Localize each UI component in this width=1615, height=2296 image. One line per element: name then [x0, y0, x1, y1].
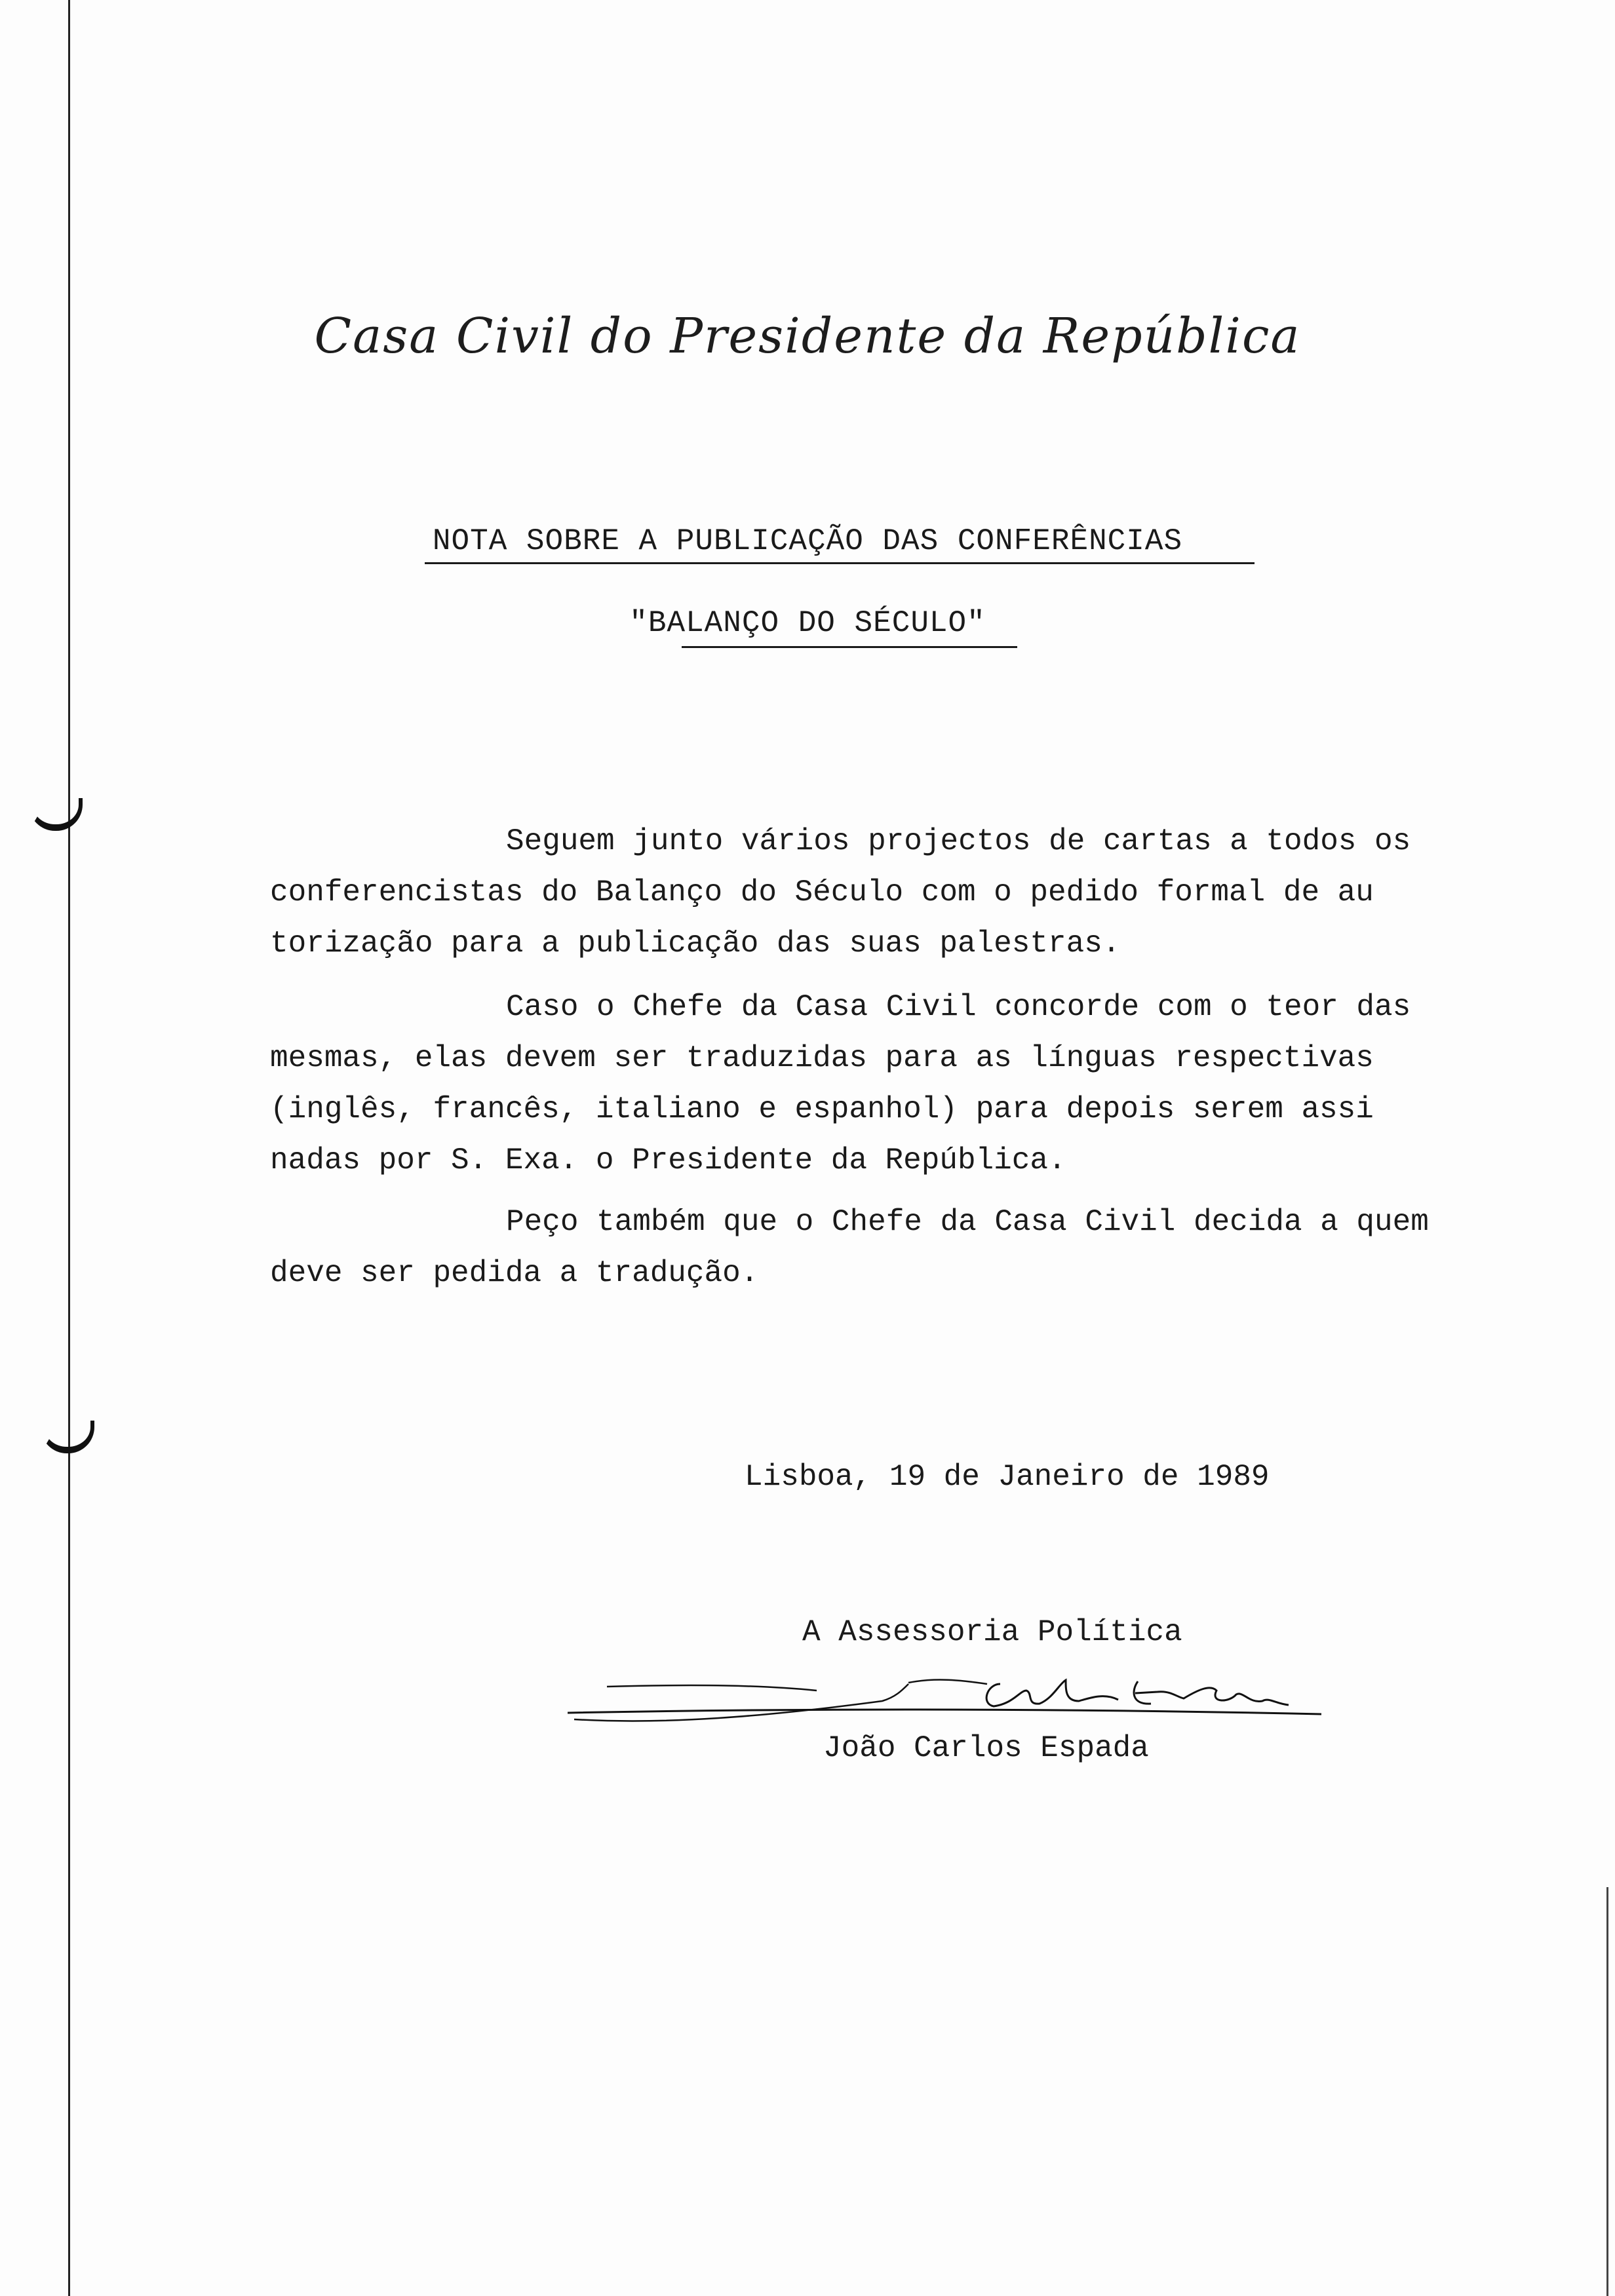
title-underline	[682, 646, 1017, 648]
date-line: Lisboa, 19 de Janeiro de 1989	[745, 1460, 1270, 1494]
body-line: deve ser pedida a tradução.	[270, 1256, 759, 1290]
document-title-line-1: NOTA SOBRE A PUBLICAÇÃO DAS CONFERÊNCIAS	[432, 524, 1183, 558]
body-line: mesmas, elas devem ser traduzidas para as línguas respectivas	[270, 1041, 1374, 1075]
body-line: Seguem junto vários projectos de cartas a todos os	[506, 824, 1411, 858]
body-line: Peço também que o Chefe da Casa Civil decida a quem	[506, 1205, 1429, 1239]
body-line: Caso o Chefe da Casa Civil concorde com o teor das	[506, 990, 1411, 1024]
body-line: nadas por S. Exa. o Presidente da República.	[270, 1143, 1066, 1177]
letterhead: Casa Civil do Presidente da República	[314, 308, 1301, 364]
body-paragraph-3	[270, 1196, 1528, 1299]
body-line: torização para a publicação das suas palestras.	[270, 927, 1121, 961]
title-underline	[425, 562, 1255, 564]
page-edge-line	[1606, 1887, 1608, 2296]
document-title-line-2: "BALANÇO DO SÉCULO"	[629, 606, 986, 640]
body-line: (inglês, francês, italiano e espanhol) para depois serem assi	[270, 1092, 1374, 1126]
department-name: A Assessoria Política	[802, 1615, 1182, 1649]
body-paragraph-1	[270, 816, 1528, 969]
punch-hole-mark	[29, 798, 83, 831]
body-line: conferencistas do Balanço do Século com o pedido formal de au	[270, 875, 1374, 909]
signer-name: João Carlos Espada	[823, 1731, 1149, 1765]
body-paragraph-2	[270, 982, 1528, 1186]
punch-hole-mark	[41, 1421, 94, 1453]
